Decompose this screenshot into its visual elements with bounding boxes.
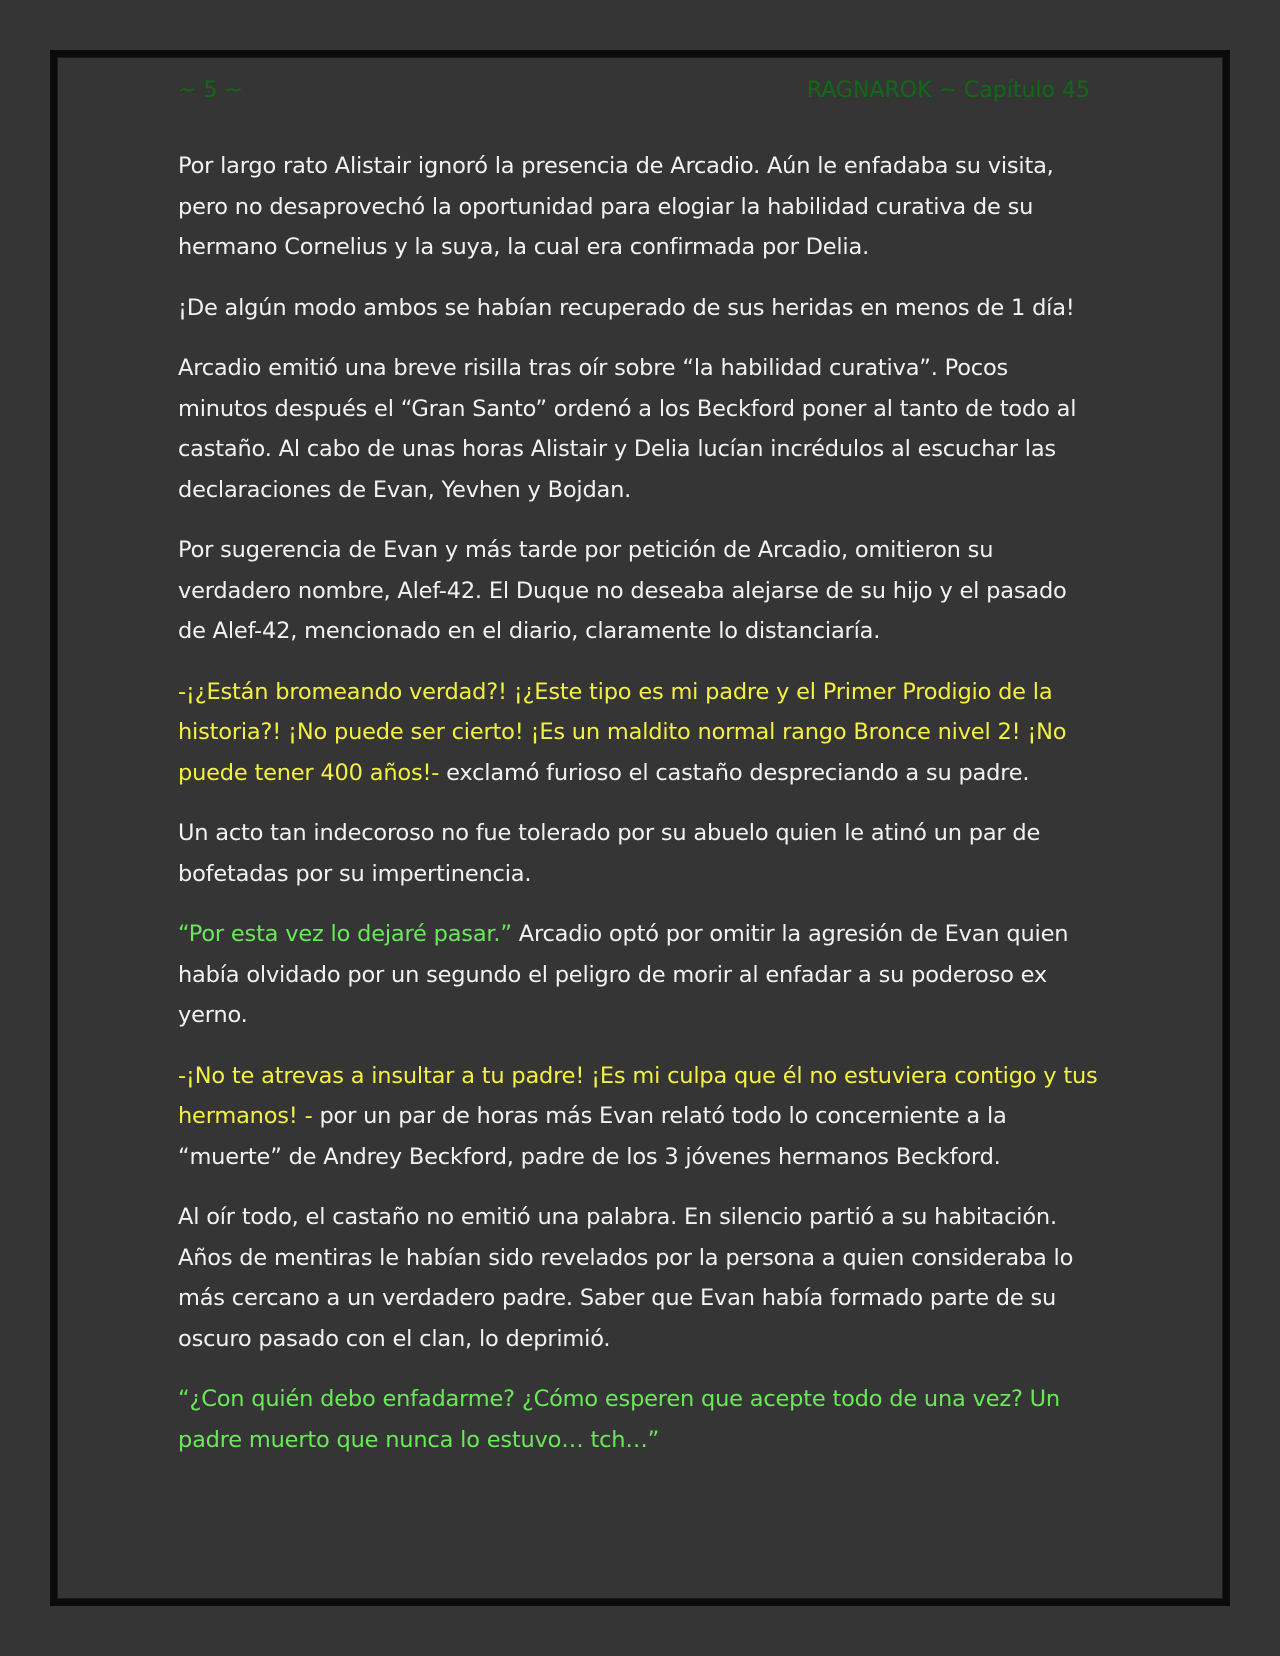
narration: Al oír todo, el castaño no emitió una palabra. En silencio partió a su habitación. Años de mentiras le habían sido revelados por la persona a quien consideraba lo más cercano a un verdadero padre. Saber que Evan había formado parte de su oscuro pasado con el clan, lo deprimió.: [178, 1204, 1074, 1352]
narration: ¡De algún modo ambos se habían recuperado de sus heridas en menos de 1 día!: [178, 294, 1075, 321]
paragraph-5: [178, 672, 1098, 794]
narration: Un acto tan indecoroso no fue tolerado por su abuelo quien le atinó un par de bofetadas por su impertinencia.: [178, 820, 1041, 887]
page-number: ~ 5 ~: [178, 78, 243, 103]
narration: Por largo rato Alistair ignoró la presencia de Arcadio. Aún le enfadaba su visita, pero no desaprovechó la oportunidad para elogiar la habilidad curativa de su hermano Cornelius y la suya, la cual era confirmada por Delia.: [178, 153, 1054, 260]
paragraph-6: [178, 813, 1098, 894]
narration: exclamó furioso el castaño despreciando a su padre.: [439, 759, 1030, 786]
paragraph-3: [178, 348, 1098, 510]
paragraph-1: [178, 146, 1098, 268]
dialogue: -¡¿Están bromeando verdad?! ¡¿Este tipo es mi padre y el Primer Prodigio de la historia?! ¡No puede ser cierto! ¡Es un maldito normal rango Bronce nivel 2! ¡No puede tener 400 años!-: [178, 678, 1067, 786]
narration: Arcadio emitió una breve risilla tras oír sobre “la habilidad curativa”. Pocos minutos después el “Gran Santo” ordenó a los Beckford poner al tanto de todo al castaño. Al cabo de unas horas Alistair y Delia lucían incrédulos al escuchar las declaraciones de Evan, Yevhen y Bojdan.: [178, 355, 1077, 503]
thought: “Por esta vez lo dejaré pasar.”: [178, 921, 512, 947]
paragraph-9: [178, 1197, 1098, 1359]
chapter-title: RAGNAROK ~ Capítulo 45: [806, 78, 1090, 103]
paragraph-7: [178, 914, 1098, 1036]
narration: por un par de horas más Evan relató todo lo concerniente a la “muerte” de Andrey Beckford, padre de los 3 jóvenes hermanos Beckford.: [178, 1103, 1007, 1170]
paragraph-2: [178, 288, 1098, 329]
dialogue: -¡No te atrevas a insultar a tu padre! ¡Es mi culpa que él no estuviera contigo y tus hermanos! -: [178, 1062, 1098, 1129]
paragraph-10: [178, 1379, 1098, 1460]
thought: “¿Con quién debo enfadarme? ¿Cómo esperen que acepte todo de una vez? Un padre muerto que nunca lo estuvo… tch…”: [178, 1386, 1060, 1453]
narration: Por sugerencia de Evan y más tarde por petición de Arcadio, omitieron su verdadero nombre, Alef-42. El Duque no deseaba alejarse de su hijo y el pasado de Alef-42, mencionado en el diario, claramente lo distanciaría.: [178, 537, 1067, 644]
paragraph-4: [178, 530, 1098, 652]
page-header: [172, 78, 1090, 112]
story-text: [178, 146, 1098, 1480]
narration: Arcadio optó por omitir la agresión de Evan quien había olvidado por un segundo el peligro de morir al enfadar a su poderoso ex yerno.: [178, 921, 1069, 1028]
paragraph-8: [178, 1056, 1098, 1178]
